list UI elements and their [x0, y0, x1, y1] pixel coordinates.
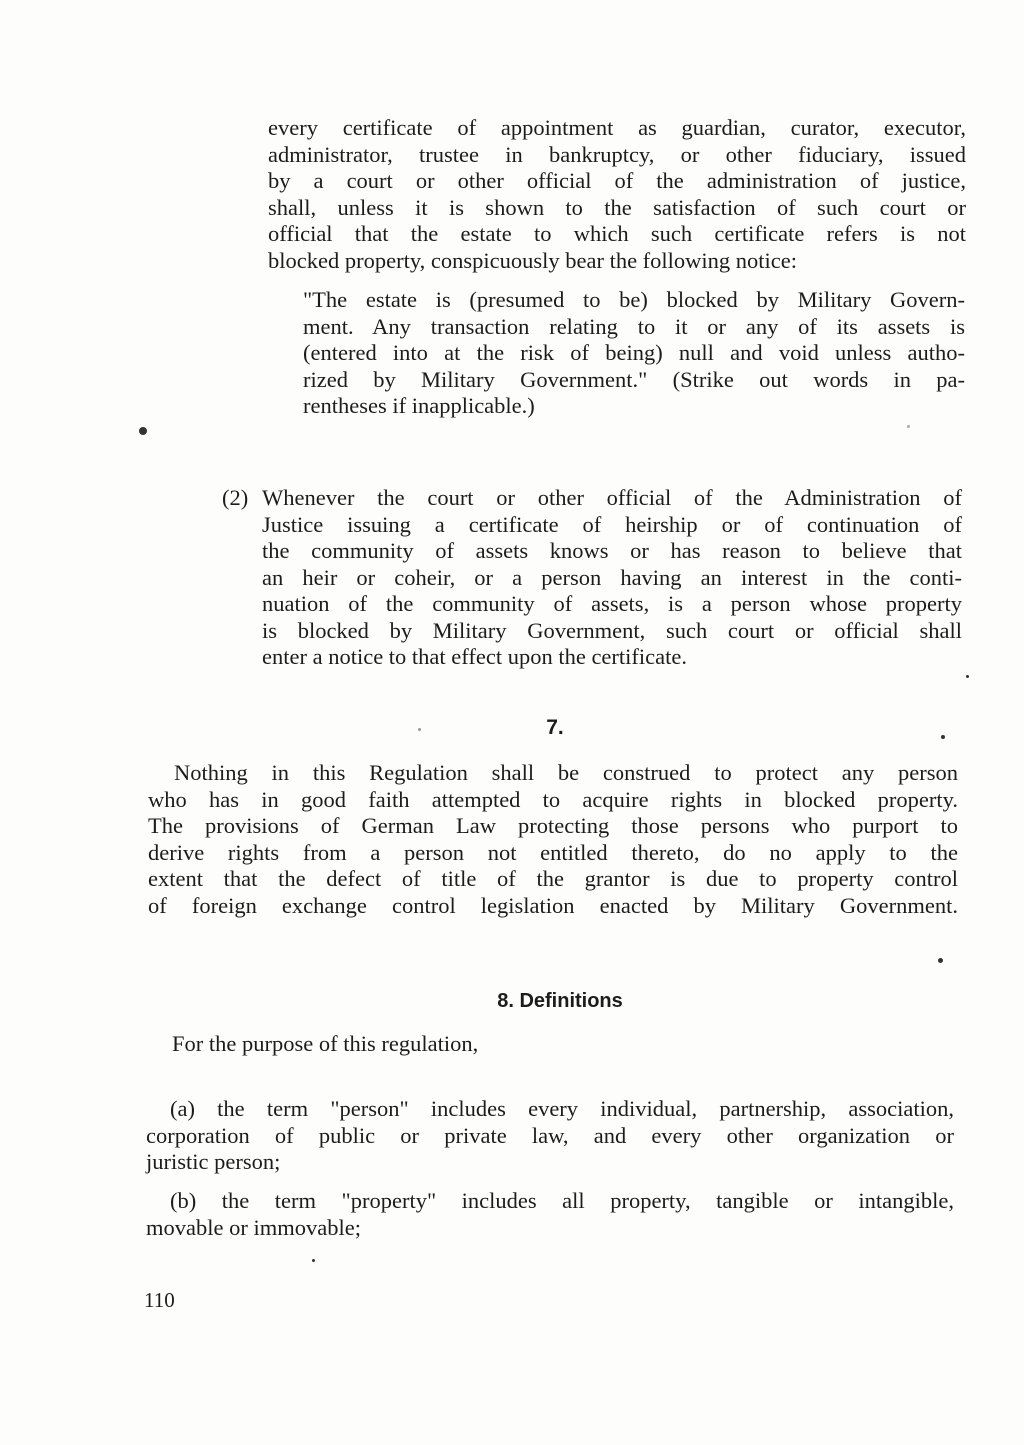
- subsection-line: the community of assets knows or has reason to believe that: [262, 538, 962, 563]
- section-7-heading: 7.: [546, 716, 564, 739]
- definition-line: (a) the term "person" includes every individual, partnership, association,: [170, 1096, 954, 1121]
- section-7-paragraph: [148, 760, 958, 919]
- section-8-heading: 8. Definitions: [497, 990, 623, 1012]
- definition-line: juristic person;: [146, 1149, 281, 1174]
- paragraph-line: by a court or other official of the administration of justice,: [268, 168, 966, 193]
- notice-line: (entered into at the risk of being) null and void unless autho-: [303, 340, 965, 365]
- notice-line: ment. Any transaction relating to it or any of its assets is: [303, 313, 965, 339]
- scan-speck: [312, 1259, 315, 1262]
- subsection-line: Justice issuing a certificate of heirship or of continuation of: [262, 511, 962, 537]
- subsection-line: Whenever the court or other official of the Administration of: [262, 485, 962, 510]
- notice-line: rentheses if inapplicable.): [303, 393, 535, 418]
- section-7-line: Nothing in this Regulation shall be construed to protect any person: [174, 760, 958, 785]
- section-7-line: who has in good faith attempted to acquire rights in blocked property.: [148, 786, 958, 812]
- page-number: 110: [144, 1288, 175, 1312]
- paragraph-line: every certificate of appointment as guardian, curator, executor,: [268, 115, 966, 140]
- definition-b: [146, 1188, 954, 1241]
- subsection-line: is blocked by Military Government, such court or official shall: [262, 617, 962, 643]
- paragraph-line: shall, unless it is shown to the satisfaction of such court or: [268, 194, 966, 220]
- notice-line: rized by Military Government." (Strike out words in pa-: [303, 366, 965, 392]
- section-7-line: derive rights from a person not entitled thereto, do no apply to the: [148, 839, 958, 865]
- definition-a: [146, 1096, 954, 1176]
- definition-line: (b) the term "property" includes all property, tangible or intangible,: [170, 1188, 954, 1213]
- section-7-line: extent that the defect of title of the grantor is due to property control: [148, 866, 958, 891]
- paragraph-line: blocked property, conspicuously bear the following notice:: [268, 247, 798, 273]
- subsection-line: nuation of the community of assets, is a person whose property: [262, 591, 962, 616]
- scan-speck: [966, 675, 969, 678]
- definitions-intro: For the purpose of this regulation,: [172, 1031, 479, 1056]
- scan-speck: [938, 958, 943, 963]
- intro-paragraph: [268, 115, 966, 274]
- scan-speck: [907, 425, 910, 428]
- paragraph-line: administrator, trustee in bankruptcy, or other fiduciary, issued: [268, 141, 966, 167]
- paragraph-line: official that the estate to which such certificate refers is not: [268, 221, 966, 246]
- definition-line: corporation of public or private law, and every other organization or: [146, 1122, 954, 1148]
- subsection-marker: (2): [222, 485, 249, 510]
- subsection-body: [262, 485, 962, 671]
- scan-speck: [139, 427, 147, 435]
- scan-speck: [941, 735, 945, 739]
- definition-line: movable or immovable;: [146, 1214, 361, 1240]
- section-7-line: of foreign exchange control legislation enacted by Military Government.: [148, 892, 958, 918]
- notice-line: "The estate is (presumed to be) blocked by Military Govern-: [303, 287, 965, 312]
- subsection-line: an heir or coheir, or a person having an interest in the conti-: [262, 564, 962, 590]
- scan-speck: [418, 728, 421, 731]
- section-7-line: The provisions of German Law protecting those persons who purport to: [148, 813, 958, 838]
- subsection-line: enter a notice to that effect upon the certificate.: [262, 644, 687, 669]
- notice-paragraph: [303, 287, 965, 420]
